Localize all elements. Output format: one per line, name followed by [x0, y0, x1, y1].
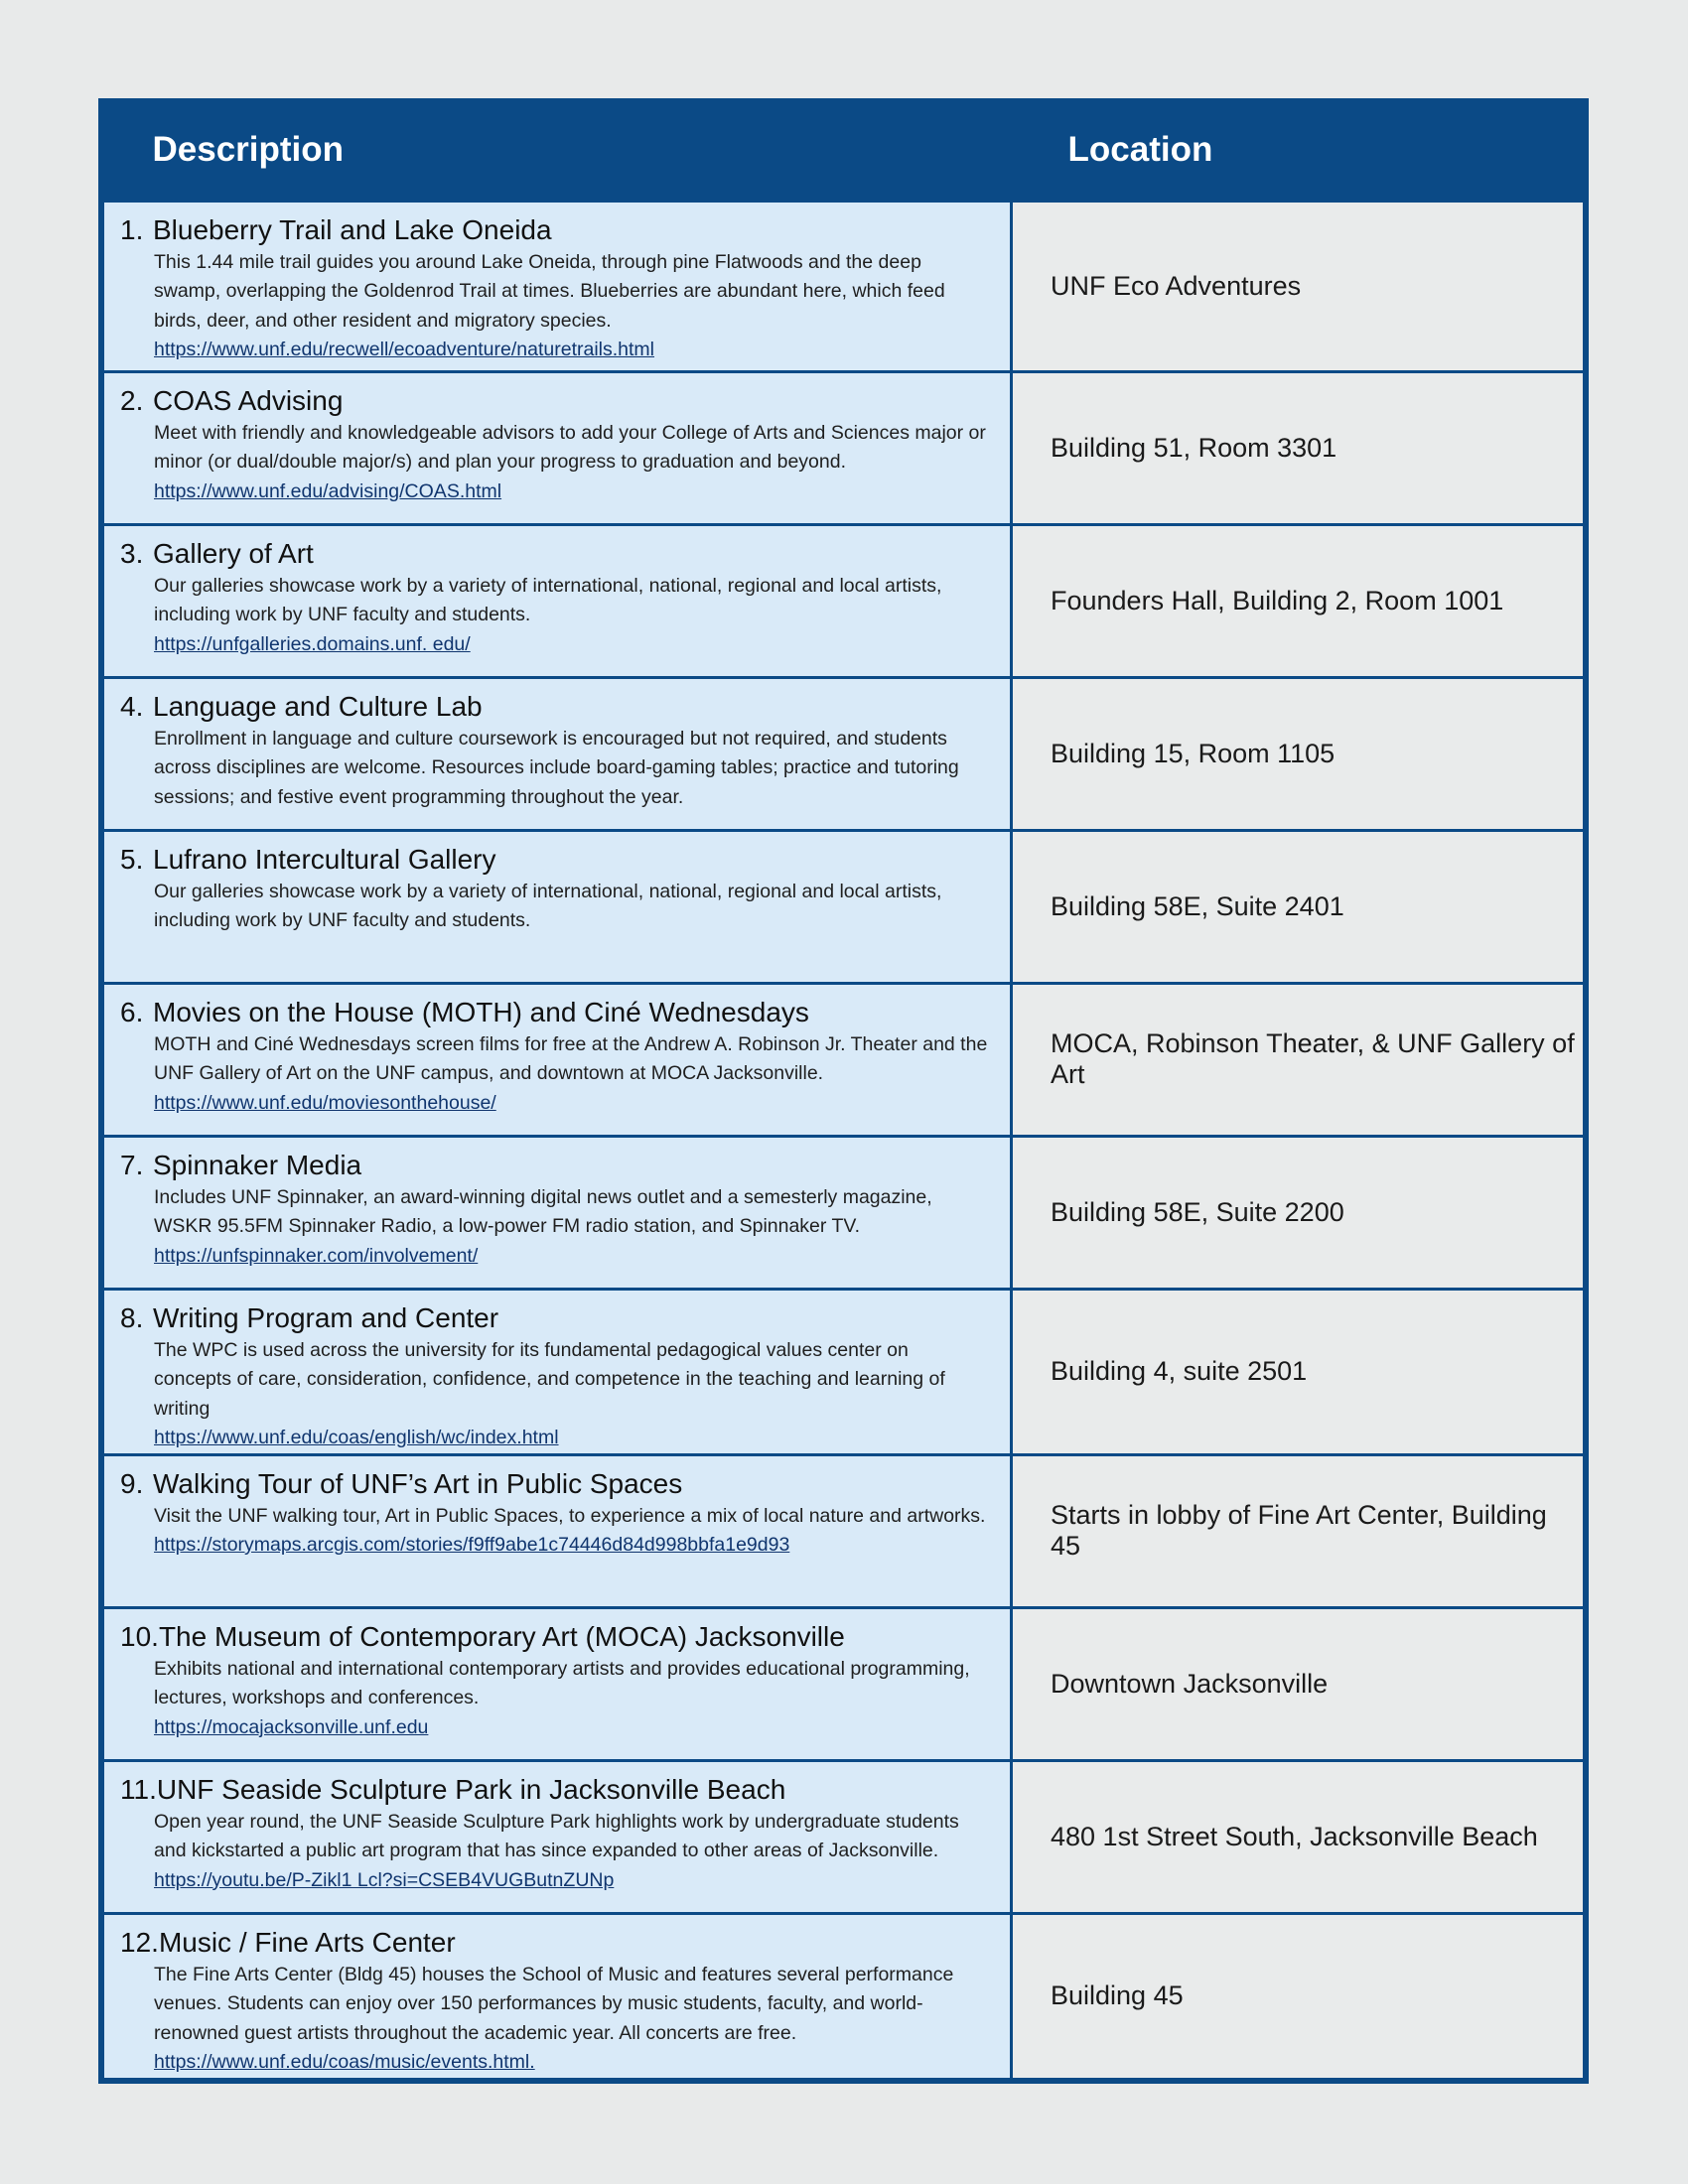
item-link[interactable]: https://unfgalleries.domains.unf. edu/ [154, 632, 471, 655]
location-column-header: Location [1012, 101, 1585, 201]
location-cell: Building 45 [1012, 1913, 1585, 2079]
table-row [103, 1913, 1585, 2079]
item-title-text: Language and Culture Lab [153, 690, 483, 722]
location-cell: Building 4, suite 2501 [1012, 1289, 1585, 1454]
item-description: MOTH and Ciné Wednesdays screen films for free at the Andrew A. Robinson Jr. Theater and the UNF Gallery of Art on the UNF campus, and downtown at MOCA Jacksonville. [154, 1032, 988, 1084]
item-link[interactable]: https://youtu.be/P-Zikl1 Lcl?si=CSEB4VUGButnZUNp [154, 1868, 615, 1891]
item-body [120, 1961, 990, 2078]
item-description: The Fine Arts Center (Bldg 45) houses the School of Music and features several performance venues. Students can enjoy over 150 performances by music students, faculty, and world-renowned guest artists throughout the academic year. All concerts are free. [154, 1963, 954, 2044]
item-description: Our galleries showcase work by a variety of international, national, regional and local artists, including work by UNF faculty and students. [154, 880, 942, 931]
description-cell [103, 371, 1012, 524]
item-title-text: Gallery of Art [153, 537, 314, 569]
item-body [120, 1030, 990, 1119]
item-title [120, 689, 990, 725]
item-number: 1. [120, 213, 144, 245]
item-description: Our galleries showcase work by a variety of international, national, regional and local artists, including work by UNF faculty and students. [154, 574, 942, 625]
item-title [120, 1466, 990, 1502]
location-cell: Building 58E, Suite 2401 [1012, 830, 1585, 983]
item-description: Open year round, the UNF Seaside Sculpture Park highlights work by undergraduate students and kickstarted a public art program that has since expanded to other areas of Jacksonville. [154, 1810, 959, 1861]
table-row [103, 524, 1585, 677]
item-description: The WPC is used across the university for its fundamental pedagogical values center on concepts of care, consideration, confidence, and competence in the teaching and learning of writing [154, 1338, 945, 1420]
item-number: 6. [120, 996, 144, 1027]
item-title-text: Lufrano Intercultural Gallery [153, 843, 496, 875]
item-body [120, 1336, 990, 1453]
item-title-text: Blueberry Trail and Lake Oneida [153, 213, 552, 245]
item-description: Enrollment in language and culture coursework is encouraged but not required, and students across disciplines are welcome. Resources include board-gaming tables; practice and tutoring sessions; and festive event programming throughout the year. [154, 727, 959, 808]
item-title-text: COAS Advising [153, 384, 344, 416]
table-row [103, 677, 1585, 830]
item-body [120, 1655, 990, 1743]
location-cell: UNF Eco Adventures [1012, 201, 1585, 371]
item-title [120, 1925, 990, 1961]
item-title-text: UNF Seaside Sculpture Park in Jacksonville Beach [156, 1773, 786, 1805]
item-number: 5. [120, 843, 144, 875]
item-description: Visit the UNF walking tour, Art in Public Spaces, to experience a mix of local nature and artworks. [154, 1504, 986, 1527]
item-title [120, 1619, 990, 1655]
table-row [103, 371, 1585, 524]
location-cell: Building 58E, Suite 2200 [1012, 1136, 1585, 1289]
item-title [120, 383, 990, 419]
item-title [120, 1772, 990, 1808]
table-row [103, 1760, 1585, 1913]
item-description: This 1.44 mile trail guides you around Lake Oneida, through pine Flatwoods and the deep swamp, overlapping the Goldenrod Trail at times. Blueberries are abundant here, which feed birds, deer, and other resident and migratory species. [154, 250, 945, 332]
resources-table [101, 101, 1586, 2081]
description-cell [103, 201, 1012, 371]
item-link[interactable]: https://www.unf.edu/advising/COAS.html [154, 479, 502, 502]
description-column-header: Description [103, 101, 1012, 201]
location-cell: 480 1st Street South, Jacksonville Beach [1012, 1760, 1585, 1913]
item-link[interactable]: https://www.unf.edu/recwell/ecoadventure/naturetrails.html [154, 339, 655, 360]
description-cell [103, 1760, 1012, 1913]
item-title [120, 1300, 990, 1336]
description-cell [103, 677, 1012, 830]
description-cell [103, 1454, 1012, 1607]
table-row [103, 1607, 1585, 1760]
table-body [103, 201, 1585, 2079]
item-body [120, 248, 990, 365]
item-title [120, 536, 990, 572]
description-cell [103, 830, 1012, 983]
table-row [103, 1289, 1585, 1454]
item-title [120, 842, 990, 878]
item-number: 7. [120, 1149, 144, 1180]
item-number: 11. [120, 1773, 157, 1805]
table-row [103, 830, 1585, 983]
item-title [120, 1148, 990, 1183]
item-number: 8. [120, 1301, 144, 1333]
item-title-text: Walking Tour of UNF’s Art in Public Spaces [153, 1467, 683, 1499]
item-title-text: Spinnaker Media [153, 1149, 362, 1180]
item-body [120, 1183, 990, 1272]
description-cell [103, 524, 1012, 677]
item-body [120, 1808, 990, 1896]
item-body [120, 572, 990, 660]
location-cell: Founders Hall, Building 2, Room 1001 [1012, 524, 1585, 677]
item-title-text: The Museum of Contemporary Art (MOCA) Jacksonville [158, 1620, 845, 1652]
description-cell [103, 1289, 1012, 1454]
item-link[interactable]: https://www.unf.edu/moviesonthehouse/ [154, 1091, 496, 1114]
item-number: 3. [120, 537, 144, 569]
location-cell: Starts in lobby of Fine Art Center, Building 45 [1012, 1454, 1585, 1607]
item-body [120, 419, 990, 507]
item-number: 10. [120, 1620, 159, 1652]
table-header-row [103, 101, 1585, 201]
item-body [120, 1502, 990, 1561]
item-link[interactable]: https://www.unf.edu/coas/english/wc/index.html [154, 1427, 559, 1448]
item-link[interactable]: https://storymaps.arcgis.com/stories/f9ff9abe1c74446d84d998bbfa1e9d93 [154, 1534, 790, 1556]
location-cell: Building 51, Room 3301 [1012, 371, 1585, 524]
item-number: 9. [120, 1467, 144, 1499]
description-cell [103, 983, 1012, 1136]
item-title [120, 212, 990, 248]
location-cell: Building 15, Room 1105 [1012, 677, 1585, 830]
item-link[interactable]: https://mocajacksonville.unf.edu [154, 1715, 429, 1738]
description-cell [103, 1136, 1012, 1289]
item-number: 2. [120, 384, 144, 416]
resources-table-container [98, 98, 1589, 2084]
item-link[interactable]: https://unfspinnaker.com/involvement/ [154, 1244, 479, 1267]
item-description: Exhibits national and international contemporary artists and provides educational programming, lectures, workshops and conferences. [154, 1657, 970, 1708]
item-number: 12. [120, 1926, 159, 1958]
item-description: Includes UNF Spinnaker, an award-winning digital news outlet and a semesterly magazine, WSKR 95.5FM Spinnaker Radio, a low-power FM radio station, and Spinnaker TV. [154, 1185, 932, 1237]
item-description: Meet with friendly and knowledgeable advisors to add your College of Arts and Sciences major or minor (or dual/double major/s) and plan your progress to graduation and beyond. [154, 421, 986, 473]
item-body [120, 878, 990, 936]
location-cell: Downtown Jacksonville [1012, 1607, 1585, 1760]
table-row [103, 983, 1585, 1136]
table-row [103, 201, 1585, 371]
item-title [120, 995, 990, 1030]
location-cell: MOCA, Robinson Theater, & UNF Gallery of Art [1012, 983, 1585, 1136]
table-row [103, 1136, 1585, 1289]
item-body [120, 725, 990, 813]
description-cell [103, 1913, 1012, 2079]
table-row [103, 1454, 1585, 1607]
item-title-text: Writing Program and Center [153, 1301, 499, 1333]
item-title-text: Movies on the House (MOTH) and Ciné Wednesdays [153, 996, 809, 1027]
item-number: 4. [120, 690, 144, 722]
item-link[interactable]: https://www.unf.edu/coas/music/events.html. [154, 2051, 535, 2073]
item-title-text: Music / Fine Arts Center [158, 1926, 456, 1958]
description-cell [103, 1607, 1012, 1760]
